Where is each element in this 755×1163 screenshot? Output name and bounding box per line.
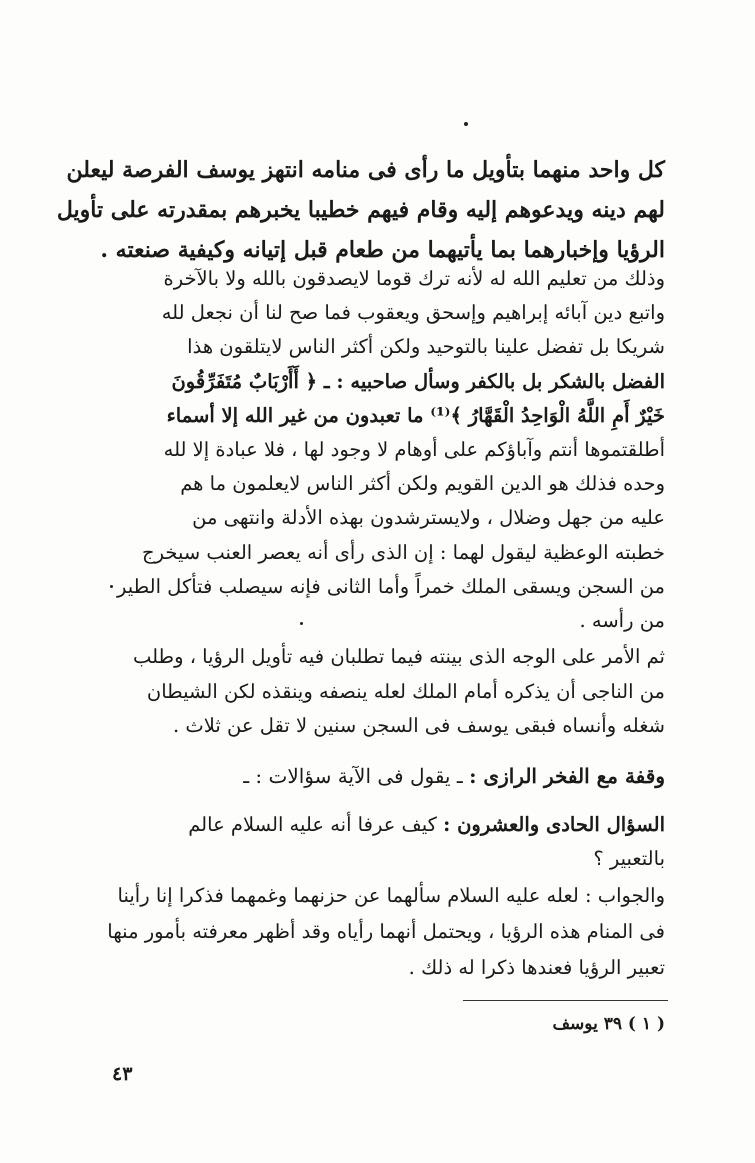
heading-bold: وقفة مع الفخر الرازى : bbox=[469, 764, 665, 788]
question bbox=[125, 808, 665, 876]
text-line: الرؤيا وإخبارهما بما يأتيهما من طعام قبل إتيانه وكيفية صنعته . bbox=[100, 237, 665, 263]
speck bbox=[110, 585, 113, 588]
text-line: وذلك من تعليم الله له لأنه ترك قوما لايصدقون بالله ولا بالآخرة bbox=[163, 267, 665, 290]
text-line: والجواب : لعله عليه السلام سألهما عن حزنهما وغمهما فذكرا إنا رأينا bbox=[117, 884, 665, 907]
speck bbox=[464, 122, 468, 126]
text-line: تعبير الرؤيا فعندها ذكرا له ذلك . bbox=[408, 956, 665, 979]
text-line: خطبته الوعظية ليقول لهما : إن الذى رأى أنه يعصر العنب سيخرج bbox=[142, 540, 665, 564]
text-line: شغله وأنساه فبقى يوسف فى السجن سنين لا تقل عن ثلاث . bbox=[173, 714, 665, 737]
text-line: الفضل بالشكر بل بالكفر وسأل صاحبيه : ـ ﴿ أَأَرْبَابٌ مُتَفَرِّقُونَ bbox=[171, 369, 665, 393]
section-heading bbox=[125, 760, 665, 792]
paragraph-3 bbox=[125, 640, 665, 744]
text-line: وحده فذلك هو الدين القويم ولكن أكثر الناس لايعلمون ما هم bbox=[180, 472, 665, 496]
text-line: ثم الأمر على الوجه الذى بينته فيما تطلبان فيه تأويل الرؤيا ، وطلب bbox=[132, 645, 665, 668]
text-line: واتبع دين آبائه إبراهيم وإسحق ويعقوب فما صح لنا أن نجعل لله bbox=[161, 301, 665, 325]
paragraph-2 bbox=[116, 262, 665, 638]
text-line: من الناجى أن يذكره أمام الملك لعله ينصفه وينقذه لكن الشيطان bbox=[146, 679, 665, 703]
question-line-2: بالتعبير ؟ bbox=[593, 847, 665, 870]
question-line bbox=[125, 808, 665, 842]
text-line: أطلقتموها أنتم وآباؤكم على أوهام لا وجود لها ، فلا عبادة إلا لله bbox=[163, 438, 665, 462]
text-line: عليه من جهل وضلال ، ولايسترشدون بهذه الأدلة وانتهى من bbox=[192, 506, 665, 530]
footnote: ( ١ ) ٣٩ يوسف bbox=[552, 1014, 665, 1034]
text-line: كل واحد منهما بتأويل ما رأى فى منامه انتهز يوسف الفرصة ليعلن bbox=[66, 157, 665, 183]
question-label: السؤال الحادى والعشرون : bbox=[443, 813, 665, 836]
footnote-divider bbox=[463, 1000, 668, 1001]
heading-rest: ـ يقول فى الآية سؤالات : ـ bbox=[243, 764, 463, 788]
text-line: فى المنام هذه الرؤيا ، ويحتمل أنهما رأياه وقد أظهر معرفته بأمور منها bbox=[107, 920, 665, 943]
text-line: من السجن ويسقى الملك خمراً وأما الثانى فإنه سيصلب فتأكل الطير bbox=[116, 574, 665, 598]
speck bbox=[300, 622, 303, 625]
text-line: خَيْرٌ أَمِ اللَّهُ الْوَاحِدُ الْقَهَّارُ ﴾⁽¹⁾ ما تعبدون من غير الله إلا أسماء bbox=[166, 403, 665, 427]
question-text: كيف عرفا أنه عليه السلام عالم bbox=[188, 813, 437, 836]
answer bbox=[107, 878, 665, 986]
page-number: ٤٣ bbox=[112, 1063, 133, 1085]
text-line: من رأسه . bbox=[579, 609, 665, 633]
paragraph-1 bbox=[56, 150, 665, 270]
text-line: شريكا بل تفضل علينا بالتوحيد ولكن أكثر الناس لايتلقون هذا bbox=[187, 335, 665, 359]
text-line: لهم دينه ويدعوهم إليه وقام فيهم خطيبا يخبرهم بمقدرته على تأويل bbox=[56, 197, 665, 223]
